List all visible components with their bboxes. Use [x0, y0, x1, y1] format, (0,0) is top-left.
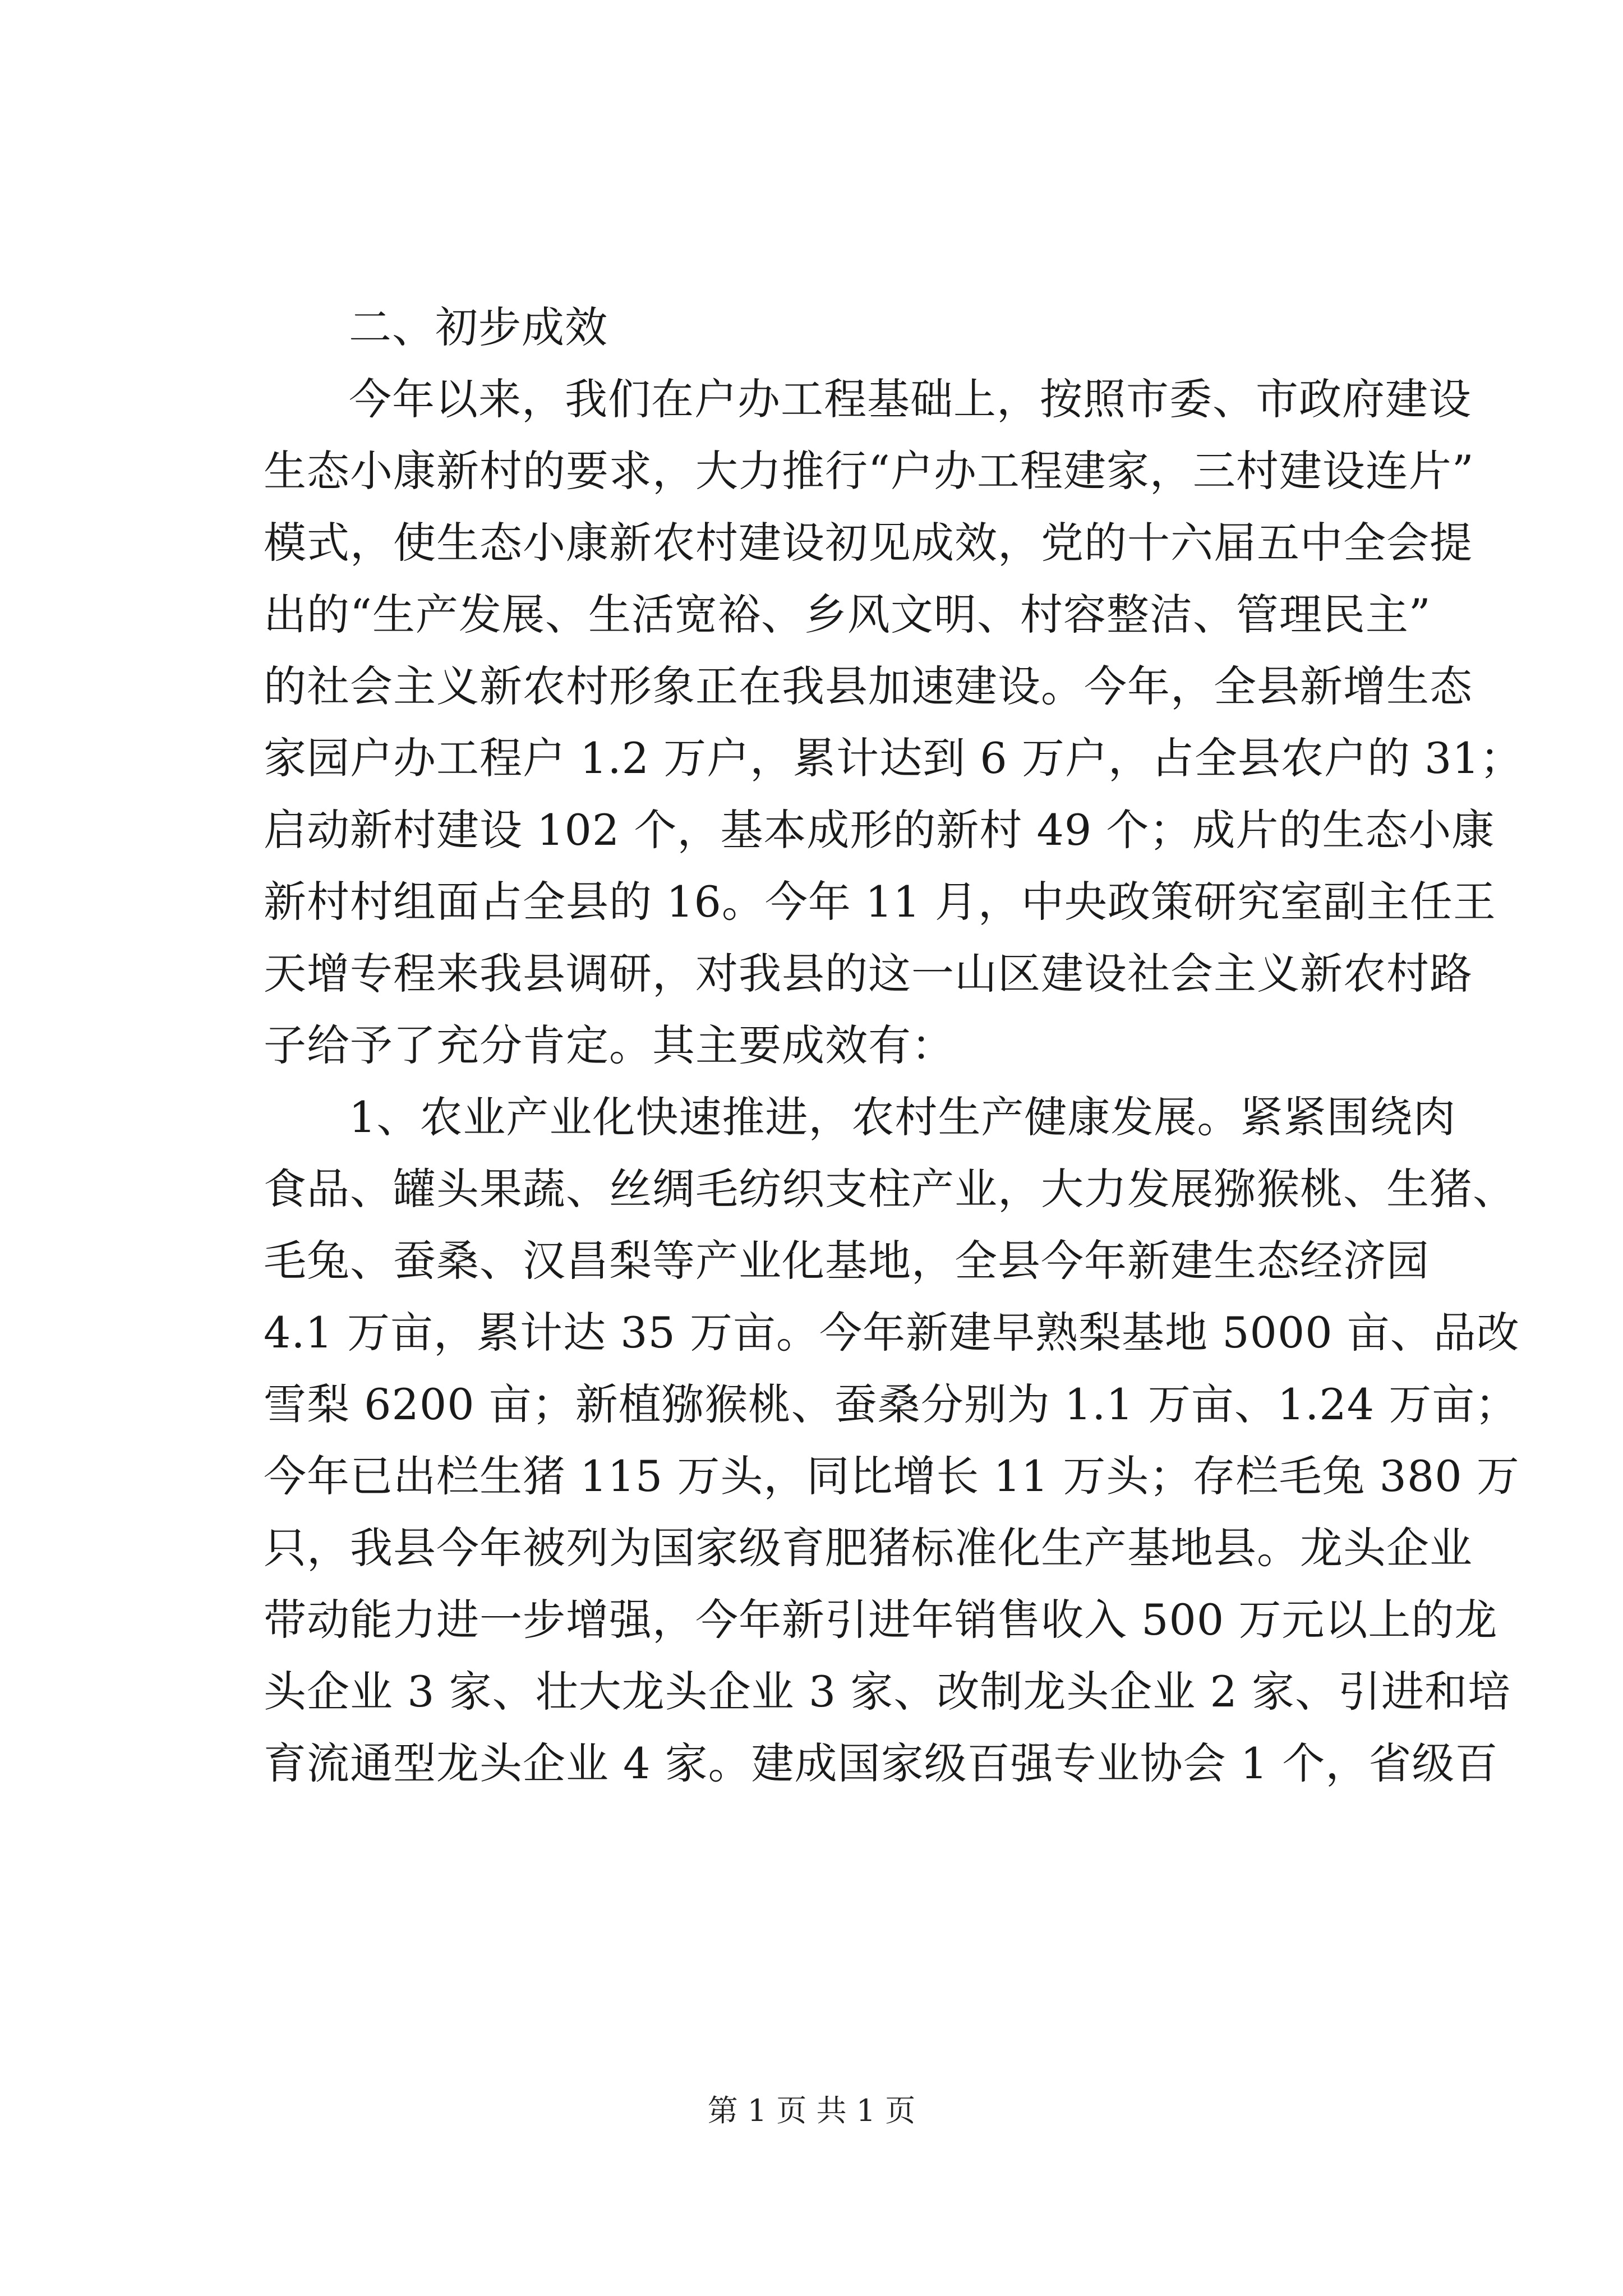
- paragraph-line: 只，我县今年被列为国家级育肥猪标准化生产基地县。龙头企业: [264, 1523, 1473, 1573]
- paragraph-line: 模式，使生态小康新农村建设初见成效，党的十六届五中全会提: [264, 518, 1473, 568]
- paragraph-line: 天增专程来我县调研，对我县的这一山区建设社会主义新农村路: [264, 949, 1473, 999]
- paragraph-line: 带动能力进一步增强，今年新引进年销售收入 500 万元以上的龙: [264, 1595, 1498, 1645]
- paragraph-line: 头企业 3 家、壮大龙头企业 3 家、改制龙头企业 2 家、引进和培: [264, 1667, 1511, 1717]
- paragraph-line: 新村村组面占全县的 16。今年 11 月，中央政策研究室副主任王: [264, 877, 1496, 927]
- section-heading: 二、初步成效: [349, 302, 608, 352]
- paragraph-line: 4.1 万亩，累计达 35 万亩。今年新建早熟梨基地 5000 亩、品改: [264, 1308, 1520, 1358]
- paragraph-line: 生态小康新村的要求，大力推行“户办工程建家，三村建设连片”: [264, 446, 1474, 496]
- paragraph-line: 启动新村建设 102 个，基本成形的新村 49 个；成片的生态小康: [264, 805, 1495, 855]
- paragraph-line: 食品、罐头果蔬、丝绸毛纺织支柱产业，大力发展猕猴桃、生猪、: [264, 1164, 1516, 1214]
- paragraph-line: 的社会主义新农村形象正在我县加速建设。今年，全县新增生态: [264, 661, 1473, 711]
- paragraph-line: 子给予了充分肯定。其主要成效有：: [264, 1020, 955, 1070]
- paragraph-line: 家园户办工程户 1.2 万户，累计达到 6 万户，占全县农户的 31；: [264, 733, 1523, 783]
- paragraph-line: 雪梨 6200 亩；新植猕猴桃、蚕桑分别为 1.1 万亩、1.24 万亩；: [264, 1379, 1519, 1429]
- paragraph-line: 今年以来，我们在户办工程基础上，按照市委、市政府建设: [349, 374, 1472, 424]
- document-body: [264, 292, 1523, 1800]
- page-footer: 第 1 页 共 1 页: [707, 2093, 916, 2128]
- paragraph-line: 毛兔、蚕桑、汉昌梨等产业化基地，全县今年新建生态经济园: [264, 1236, 1430, 1286]
- paragraph-line: 育流通型龙头企业 4 家。建成国家级百强专业协会 1 个，省级百: [264, 1738, 1498, 1788]
- paragraph-line: 出的“生产发展、生活宽裕、乡风文明、村容整洁、管理民主”: [264, 590, 1431, 639]
- paragraph-2: [264, 1082, 1520, 1800]
- paragraph-1: [264, 364, 1523, 1082]
- paragraph-line: 今年已出栏生猪 115 万头，同比增长 11 万头；存栏毛兔 380 万: [264, 1451, 1520, 1501]
- paragraph-line: 1、农业产业化快速推进，农村生产健康发展。紧紧围绕肉: [349, 1092, 1456, 1142]
